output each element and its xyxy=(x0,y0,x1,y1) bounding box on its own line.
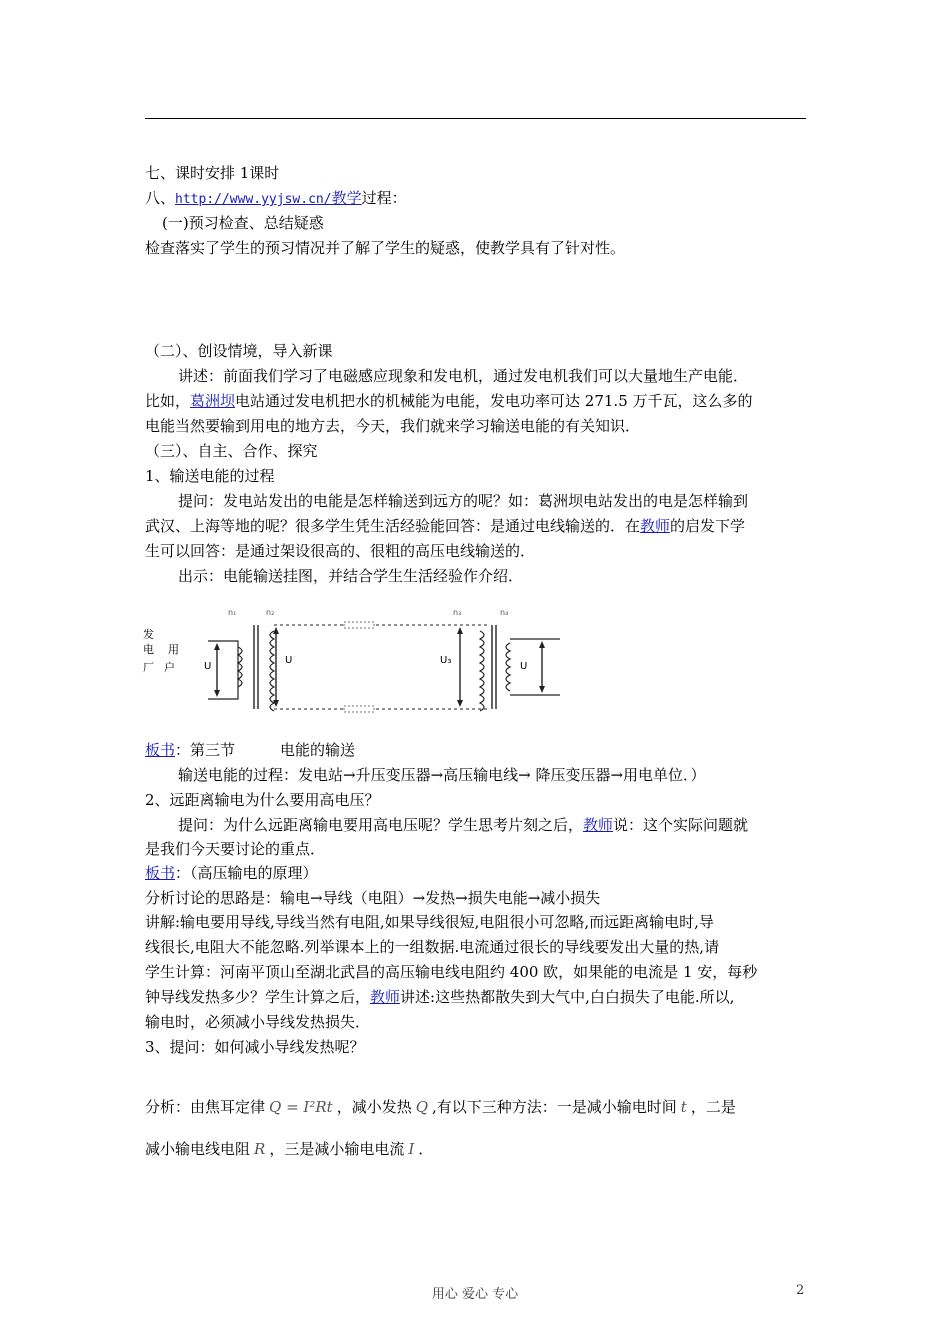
header-rule xyxy=(145,118,806,119)
paragraph-line: 减小输电线电阻 R ，三是减小输电电流 I ． xyxy=(145,1140,434,1158)
secondary-coil xyxy=(506,643,510,691)
paragraph-line: 是我们今天要讨论的重点． xyxy=(145,840,326,858)
teacher-link[interactable]: 教师 xyxy=(370,988,401,1006)
joule-law-formula: Q = I²Rt xyxy=(269,1098,333,1116)
secondary-coil xyxy=(270,631,274,711)
paragraph-line: 3、提问：如何减小导线发热呢？ xyxy=(145,1038,365,1056)
primary-coil xyxy=(480,631,484,711)
math-symbol: t xyxy=(680,1098,687,1116)
paragraph-line: 讲解:输电要用导线,导线当然有电阻,如果导线很短,电阻很小可忽略,而远距离输电时,导 xyxy=(145,913,714,931)
paragraph-line: 出示：电能输送挂图，并结合学生生活经验作介绍． xyxy=(178,567,524,585)
paragraph-line: 检查落实了学生的预习情况并了解了学生的疑惑，使教学具有了针对性。 xyxy=(145,239,626,257)
section-heading: (一)预习检查、总结疑惑 xyxy=(162,214,324,232)
turns-label: n₃ xyxy=(453,608,462,617)
voltage-label: U xyxy=(204,661,212,672)
paragraph-line: 输送电能的过程：发电站→升压变压器→高压输电线→ 降压变压器→用电单位．） xyxy=(178,766,706,784)
paragraph-line: 学生计算：河南平顶山至湖北武昌的高压输电线电阻约 400 欧，如果能的电流是 1 安，每秒 xyxy=(145,963,758,981)
blackboard-link[interactable]: 板书 xyxy=(145,741,176,759)
section-heading: （二）、创设情境，导入新课 xyxy=(145,342,333,360)
page-number: 2 xyxy=(796,1283,805,1298)
paragraph-line: 1、输送电能的过程 xyxy=(145,467,275,485)
paragraph-line: 板书：第三节 电能的输送 xyxy=(145,741,356,759)
diagram-label: 用 xyxy=(168,643,179,656)
gezhouba-link[interactable]: 葛洲坝 xyxy=(190,392,236,410)
paragraph-line: 生可以回答：是通过架设很高的、很粗的高压电线输送的． xyxy=(145,542,536,560)
diagram-label: 电 xyxy=(143,643,154,656)
teacher-link[interactable]: 教师 xyxy=(640,517,671,535)
line-resistance xyxy=(344,706,374,712)
math-symbol: R xyxy=(254,1140,266,1158)
teacher-link[interactable]: 教师 xyxy=(583,816,614,834)
arrow-head xyxy=(214,690,220,697)
arrow-head xyxy=(539,686,545,693)
paragraph-line: 分析讨论的思路是：输电→导线（电阻）→发热→损失电能→减小损失 xyxy=(145,889,601,907)
arrow-head xyxy=(539,641,545,648)
diagram-label: 发 xyxy=(143,628,154,641)
arrow-head xyxy=(457,627,463,634)
paragraph-line: 钟导线发热多少？学生计算之后，教师讲述:这些热都散失到大气中,白白损失了电能.所以, xyxy=(145,988,735,1006)
diagram-label: 户 xyxy=(164,661,175,674)
transmission-diagram xyxy=(140,603,580,715)
url-link[interactable]: http://www.yyjsw.cn/ xyxy=(175,192,332,207)
paragraph-line: 输电时，必须减小导线发热损失． xyxy=(145,1013,371,1031)
paragraph-line: 讲述：前面我们学习了电磁感应现象和发电机，通过发电机我们可以大量地生产电能． xyxy=(178,367,749,385)
paragraph-line: 板书：（高压输电的原理） xyxy=(145,864,318,882)
paragraph-line: 七、课时安排 1课时 xyxy=(145,164,280,182)
turns-label: n₂ xyxy=(266,608,275,617)
paragraph-line: 提问：发电站发出的电能是怎样输送到远方的呢？如：葛洲坝电站发出的电是怎样输到 xyxy=(178,492,749,510)
paragraph-line: 提问：为什么远距离输电要用高电压呢？学生思考片刻之后，教师说：这个实际问题就 xyxy=(178,816,749,834)
paragraph-line: 线很长,电阻大不能忽略.列举课本上的一组数据.电流通过很长的导线要发出大量的热,请 xyxy=(145,938,720,956)
voltage-label: U xyxy=(285,655,293,666)
turns-label: n₄ xyxy=(500,608,509,617)
primary-coil xyxy=(238,647,242,687)
math-symbol: I xyxy=(408,1140,415,1158)
line-resistance xyxy=(344,622,374,628)
arrow-head xyxy=(273,627,279,634)
math-symbol: Q xyxy=(415,1098,429,1116)
teaching-link[interactable]: 教学 xyxy=(331,189,362,207)
generator-circuit xyxy=(208,641,238,699)
section-heading: （三）、自主、合作、探究 xyxy=(145,442,318,460)
paragraph-line: 电能当然要输到用电的地方去，今天，我们就来学习输送电能的有关知识． xyxy=(145,417,641,435)
paragraph-line: 武汉、上海等地的呢？很多学生凭生活经验能回答：是通过电线输送的．在教师的启发下学 xyxy=(145,517,746,535)
turns-label: n₁ xyxy=(228,608,237,617)
blackboard-link[interactable]: 板书 xyxy=(145,864,176,882)
page-footer: 用心 爱心 专心 xyxy=(431,1287,519,1302)
voltage-label: U₃ xyxy=(440,655,452,666)
paragraph-line: 分析：由焦耳定律 Q = I²Rt ，减小发热 Q ,有以下三种方法：一是减小输电时间 t ，二是 xyxy=(145,1098,736,1116)
diagram-label: 厂 xyxy=(143,661,154,674)
arrow-head xyxy=(214,643,220,650)
arrow-head xyxy=(457,700,463,707)
paragraph-line: 2、远距离输电为什么要用高电压？ xyxy=(145,791,380,809)
load-circuit xyxy=(510,639,560,695)
paragraph-line: 比如，葛洲坝电站通过发电机把水的机械能为电能，发电功率可达 271.5 万千瓦，这么多的 xyxy=(145,392,753,410)
voltage-label: U xyxy=(520,661,528,672)
paragraph-line: 八、http://www.yyjsw.cn/教学过程： xyxy=(145,189,407,207)
